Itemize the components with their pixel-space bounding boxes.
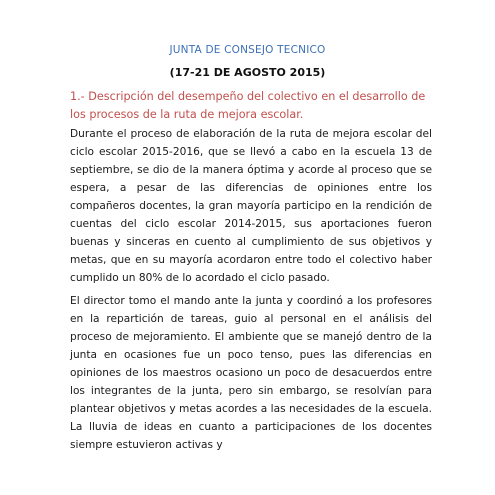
body-paragraph: Durante el proceso de elaboración de la ruta de mejora escolar del ciclo escolar 2015-2016, que se llevó a cabo en la escuela 13 de septiembre, se dio de la manera óptima y acorde al proceso que se espera, a pesar de las diferencias de opiniones entre los compañeros docentes, la gran mayoría participo en la rendición de cuentas del ciclo escolar 2014-2015, sus aportaciones fueron buenas y sinceras en cuento al cumplimiento de sus objetivos y metas, que en su mayoría acordaron entre todo el colectivo haber cumplido un 80% de lo acordado el ciclo pasado. (70, 128, 432, 284)
body-paragraph: El director tomo el mando ante la junta y coordinó a los profesores en la repartición de tareas, guio al personal en el análisis del proceso de mejoramiento. El ambiente que se manejó dentro de la junta en ocasiones fue un poco tenso, pues las diferencias en opiniones de los maestros ocasiono un poco de desacuerdos entre los integrantes de la junta, pero sin embargo, se resolvían para plantear objetivos y metas acordes a las necesidades de la escuela. La lluvia de ideas en cuanto a participaciones de los docentes siempre estuvieron activas y (70, 295, 432, 451)
document-date-range: (17-21 DE AGOSTO 2015) (169, 66, 326, 79)
document-title: JUNTA DE CONSEJO TECNICO (169, 44, 326, 56)
section-heading: 1.- Descripción del desempeño del colectivo en el desarrollo de los procesos de la ruta de mejora escolar. (70, 90, 426, 121)
